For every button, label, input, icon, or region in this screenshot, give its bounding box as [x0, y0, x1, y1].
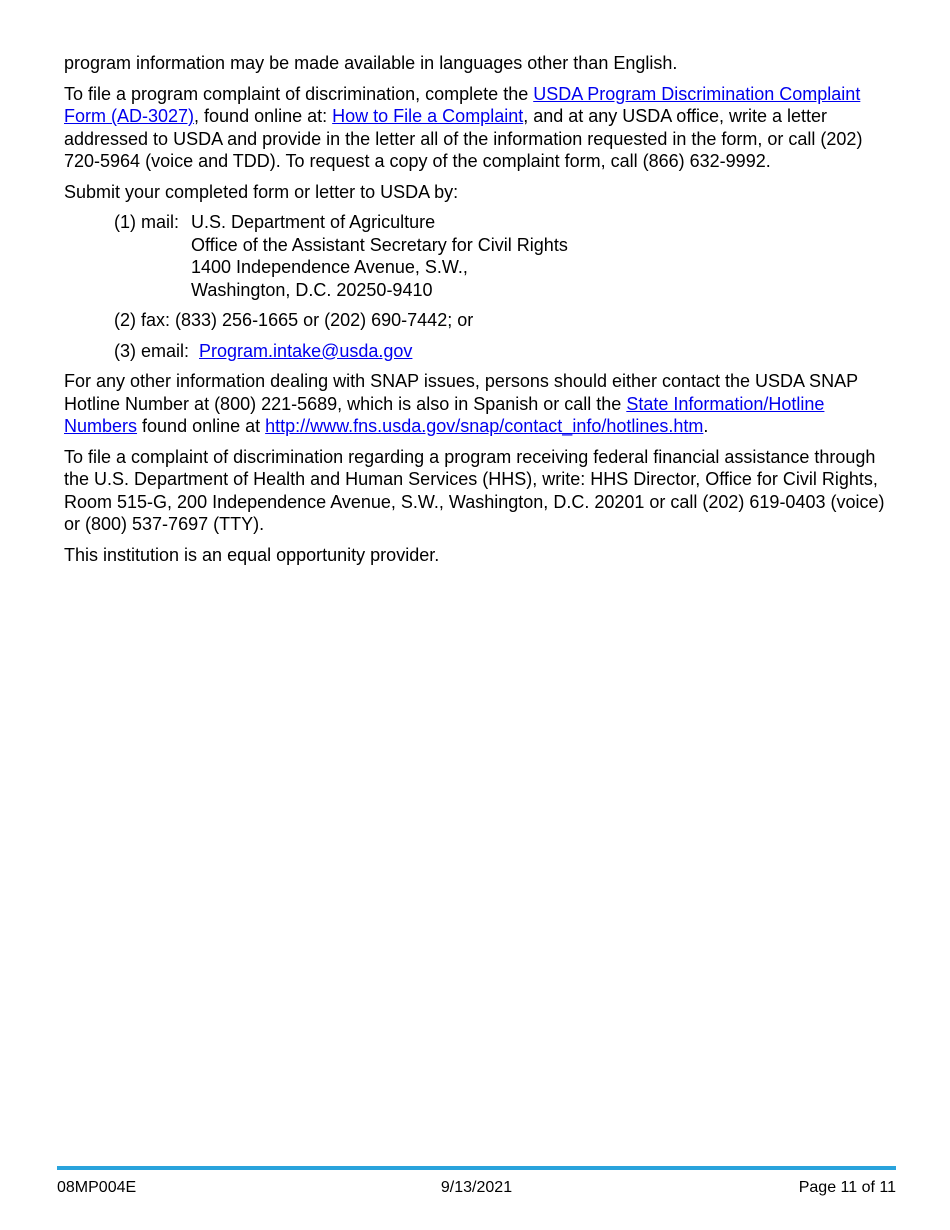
mail-label: (1) mail:: [114, 212, 180, 232]
complaint-paragraph: [64, 83, 896, 173]
fns-hotlines-url-link[interactable]: http://www.fns.usda.gov/snap/contact_info/hotlines.htm: [265, 416, 704, 436]
complaint-text-2: , found online at:: [194, 106, 333, 126]
snap-text-1: For any other information dealing with SNAP issues, persons should either contact the USDA SNAP Hotline Number at (800) 221-5689, which is also in Spanish or call the: [64, 371, 858, 414]
footer-page-number: Page 11 of 11: [798, 1179, 896, 1196]
intro-tail: program information may be made available in languages other than English.: [64, 53, 678, 73]
document-body: [64, 52, 896, 574]
footer-date: 9/13/2021: [440, 1179, 513, 1196]
equal-opportunity-statement: This institution is an equal opportunity provider.: [64, 544, 440, 565]
mail-address-line: U.S. Department of Agriculture: [191, 212, 436, 232]
mail-address-line: Office of the Assistant Secretary for Civil Rights: [191, 234, 568, 255]
mail-address-line: 1400 Independence Avenue, S.W.,: [191, 257, 468, 277]
snap-text-2: found online at: [137, 416, 266, 436]
complaint-text-3: , and at any USDA office, write a letter addressed to USDA and provide in the letter all of the information requested in the form, or call (202) 720-5964 (voice and TDD). To request a copy of the complaint form, call (866) 632-9992.: [64, 106, 863, 171]
snap-text-3: .: [703, 416, 709, 436]
fax-method: (2) fax: (833) 256-1665 or (202) 690-7442; or: [114, 310, 474, 330]
state-hotline-numbers-link[interactable]: State Information/Hotline Numbers: [64, 393, 825, 436]
footer-divider: [57, 1166, 896, 1170]
snap-paragraph: [64, 370, 896, 438]
ad-3027-form-link[interactable]: USDA Program Discrimination Complaint Form (AD-3027): [64, 83, 861, 126]
mail-address: [191, 211, 568, 301]
email-link[interactable]: Program.intake@usda.gov: [199, 340, 413, 361]
how-to-file-complaint-link[interactable]: How to File a Complaint: [332, 106, 524, 126]
mail-method: [114, 211, 896, 301]
mail-address-line: Washington, D.C. 20250-9410: [191, 279, 433, 300]
submit-intro: Submit your completed form or letter to USDA by:: [64, 181, 459, 202]
hhs-paragraph: To file a complaint of discrimination regarding a program receiving federal financial assistance through the U.S. Department of Health and Human Services (HHS), write: HHS Director, Office for Civil Rights, Room 515-G, 200 Independence Avenue, S.W., Washington, D.C. 20201 or call (202) 619-0403 (voice) or (800) 537-7697 (TTY).: [64, 446, 885, 534]
submission-methods: [114, 211, 896, 362]
footer-doc-id: 08MP004E: [57, 1179, 137, 1196]
email-label: (3) email:: [114, 340, 190, 361]
email-method: [114, 340, 896, 363]
complaint-text-1: To file a program complaint of discrimination, complete the: [64, 83, 534, 104]
